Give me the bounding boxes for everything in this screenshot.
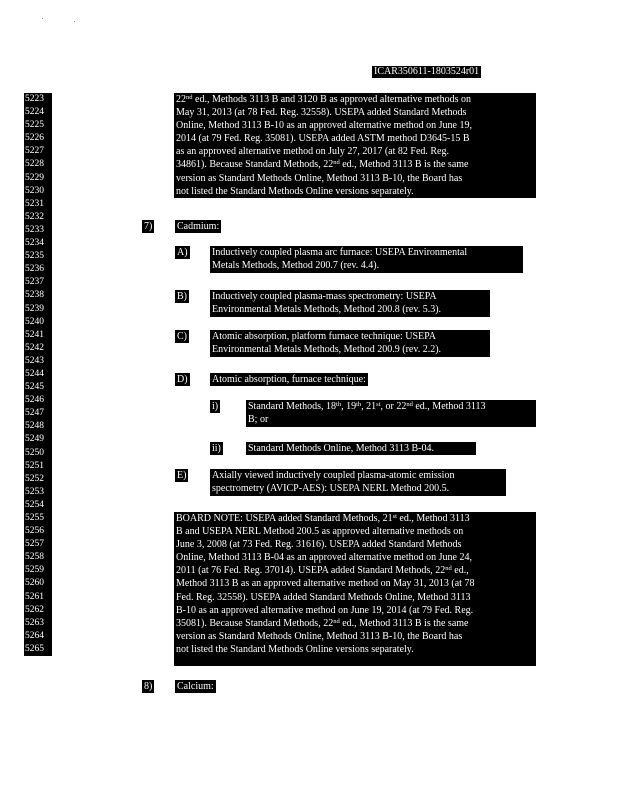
- board-note-line: Online, Method 3113 B-04 as an approved alternative method on June 24,: [176, 552, 472, 564]
- line-number: 5246: [24, 394, 52, 407]
- board-note-line: June 3, 2008 (at 73 Fed. Reg. 31616). USEPA added Standard Methods: [176, 539, 462, 551]
- line-number: 5247: [24, 407, 52, 420]
- item-8-title: Calcium:: [177, 681, 214, 692]
- item-c-text: [210, 330, 490, 357]
- board-note-line: Fed. Reg. 32558). USEPA added Standard Methods Online, Method 3113: [176, 591, 471, 603]
- line-number: 5223: [24, 93, 52, 106]
- note-line: as an approved alternative method on July 27, 2017 (at 82 Fed. Reg.: [176, 146, 449, 158]
- item-e-line: Axially viewed inductively coupled plasma-atomic emission: [212, 470, 455, 481]
- item-d-i-text: [246, 400, 536, 427]
- note-line: 22nd ed., Methods 3113 B and 3120 B as approved alternative methods on: [176, 94, 471, 105]
- line-number: 5248: [24, 420, 52, 433]
- line-number: 5251: [24, 460, 52, 473]
- item-c-line: Environmental Metals Methods, Method 200.9 (rev. 2.2).: [212, 344, 442, 356]
- note-line: May 31, 2013 (at 78 Fed. Reg. 32558). USEPA added Standard Methods: [176, 107, 467, 119]
- note-line: version as Standard Methods Online, Method 3113 B-10, the Board has: [176, 172, 463, 184]
- line-number: 5263: [24, 617, 52, 630]
- board-note-line: B and USEPA NERL Method 200.5 as approved alternative methods on: [176, 526, 464, 538]
- item-a-marker: A): [177, 247, 188, 258]
- line-number: 5254: [24, 499, 52, 512]
- line-number: 5253: [24, 486, 52, 499]
- line-number: 5224: [24, 106, 52, 119]
- line-number: 5240: [24, 316, 52, 329]
- board-note-line: BOARD NOTE: USEPA added Standard Methods, 21st ed., Method 3113: [176, 513, 470, 524]
- line-number: 5262: [24, 604, 52, 617]
- board-note-line: B-10 as an approved alternative method on June 19, 2014 (at 79 Fed. Reg.: [176, 604, 474, 616]
- line-number: 5239: [24, 303, 52, 316]
- line-number: 5228: [24, 158, 52, 171]
- item-b-line: Inductively coupled plasma-mass spectrometry: USEPA: [212, 291, 437, 302]
- board-note-line: Method 3113 B as an approved alternative method on May 31, 2013 (at 78: [176, 578, 475, 590]
- line-number: 5232: [24, 211, 52, 224]
- item-d-ii-marker: ii): [212, 443, 221, 454]
- item-c-marker: C): [177, 331, 187, 342]
- line-number: 5256: [24, 525, 52, 538]
- item-b-line: Environmental Metals Methods, Method 200.8 (rev. 5.3).: [212, 304, 442, 316]
- board-note-line: version as Standard Methods Online, Method 3113 B-10, the Board has: [176, 630, 463, 642]
- item-a-line: Metals Methods, Method 200.7 (rev. 4.4).: [212, 260, 380, 272]
- item-8-marker: 8): [144, 681, 153, 692]
- line-number: 5255: [24, 512, 52, 525]
- line-number: 5250: [24, 447, 52, 460]
- item-c-line: Atomic absorption, platform furnace technique: USEPA: [212, 331, 437, 342]
- line-number: 5231: [24, 198, 52, 211]
- board-note-line: 35081). Because Standard Methods, 22nd ed., Method 3113 B is the same: [176, 617, 469, 629]
- line-number: 5258: [24, 551, 52, 564]
- scan-speck: [74, 21, 75, 22]
- line-number: 5261: [24, 591, 52, 604]
- line-number: 5241: [24, 329, 52, 342]
- line-number: 5230: [24, 185, 52, 198]
- item-d-i-marker: i): [212, 401, 219, 412]
- board-note-line: not listed the Standard Methods Online versions separately.: [176, 643, 414, 655]
- item-7-title: Cadmium:: [177, 221, 220, 232]
- top-note-block: [174, 93, 536, 198]
- board-note-line: 2011 (at 76 Fed. Reg. 37014). USEPA added Standard Methods, 22nd ed.,: [176, 565, 469, 577]
- line-number: 5236: [24, 263, 52, 276]
- line-number: 5225: [24, 119, 52, 132]
- line-number: 5243: [24, 355, 52, 368]
- item-e-marker: E): [177, 470, 187, 481]
- note-line: 34861). Because Standard Methods, 22nd ed., Method 3113 B is the same: [176, 159, 469, 171]
- line-number: 5226: [24, 132, 52, 145]
- item-d-ii-text: Standard Methods Online, Method 3113 B-04.: [246, 442, 476, 455]
- line-number: 5249: [24, 433, 52, 446]
- line-number: 5227: [24, 145, 52, 158]
- line-number: 5238: [24, 289, 52, 302]
- line-number: 5265: [24, 643, 52, 656]
- note-line: Online, Method 3113 B-10 as an approved alternative method on June 19,: [176, 120, 472, 132]
- line-number: 5257: [24, 538, 52, 551]
- item-d-i-line: B; or: [248, 414, 269, 426]
- item-a-line: Inductively coupled plasma arc furnace: USEPA Environmental: [212, 247, 468, 258]
- line-number: 5242: [24, 342, 52, 355]
- note-line: 2014 (at 79 Fed. Reg. 35081). USEPA added ASTM method D3645-15 B: [176, 133, 470, 145]
- line-number: 5229: [24, 172, 52, 185]
- item-d-marker: D): [177, 374, 188, 385]
- scan-speck: [42, 18, 43, 19]
- item-a-text: [210, 246, 523, 273]
- item-d-i-line: Standard Methods, 18th, 19th, 21st, or 22nd ed., Method 3113: [248, 401, 486, 412]
- line-number-column: [24, 93, 52, 656]
- line-number: 5252: [24, 473, 52, 486]
- line-number: 5234: [24, 237, 52, 250]
- item-7-marker: 7): [144, 221, 153, 232]
- line-number: 5244: [24, 368, 52, 381]
- item-e-line: spectrometry (AVICP-AES): USEPA NERL Method 200.5.: [212, 483, 450, 495]
- line-number: 5260: [24, 577, 52, 590]
- board-note-block: [174, 512, 536, 666]
- document-id: ICAR350611-1803524r01: [374, 66, 480, 77]
- line-number: 5237: [24, 276, 52, 289]
- item-e-text: [210, 469, 506, 496]
- item-b-marker: B): [177, 291, 187, 302]
- item-d-title: Atomic absorption, furnace technique:: [212, 374, 366, 385]
- note-line: not listed the Standard Methods Online versions separately.: [176, 185, 414, 197]
- line-number: 5233: [24, 224, 52, 237]
- line-number: 5259: [24, 564, 52, 577]
- line-number: 5245: [24, 381, 52, 394]
- line-number: 5235: [24, 250, 52, 263]
- line-number: 5264: [24, 630, 52, 643]
- item-b-text: [210, 290, 490, 317]
